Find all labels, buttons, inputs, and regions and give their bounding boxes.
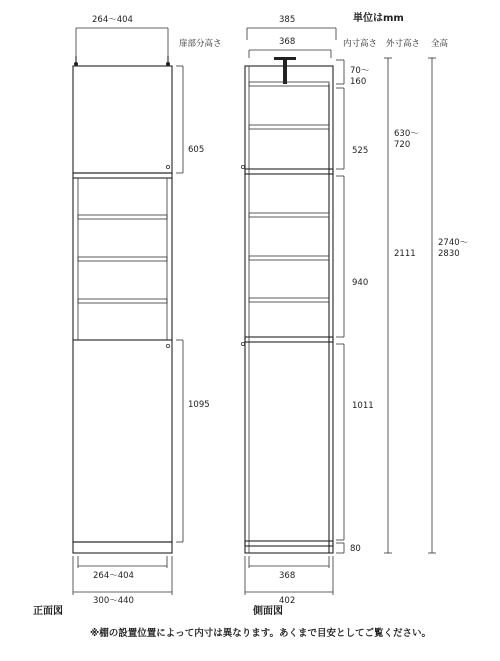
front-lower-door-knob	[166, 344, 169, 347]
side-outer-upper-height: 630〜 720	[394, 129, 419, 150]
front-upper-door-knob	[166, 165, 169, 168]
side-lower-knob	[241, 342, 244, 345]
side-inner-middle-height: 940	[352, 278, 369, 288]
side-inner-top-height: 70〜 160	[350, 66, 370, 87]
front-lower-door-height: 1095	[188, 400, 210, 410]
front-plinth	[73, 542, 172, 553]
side-divider	[245, 337, 333, 342]
total-height-column-header: 全高	[431, 39, 449, 49]
front-door-height-dimensions	[176, 66, 183, 542]
front-upper-door	[73, 66, 172, 173]
side-ceiling-support	[274, 57, 296, 84]
outer-height-column-header: 外寸高さ	[386, 39, 421, 49]
front-lower-door	[73, 340, 172, 542]
door-height-column-header: 扉部分高さ	[179, 39, 222, 49]
side-inner-upper-height: 525	[352, 146, 369, 156]
side-shelf	[249, 125, 329, 129]
side-total-height: 2740〜 2830	[438, 238, 469, 259]
side-bottom-outer-depth: 402	[279, 596, 296, 606]
front-top-pin-right	[166, 56, 170, 66]
side-shelf	[249, 256, 329, 260]
side-inner-height-dimensions	[336, 60, 344, 553]
front-open-shelves	[73, 178, 172, 340]
front-view-title: 正面図	[33, 606, 63, 617]
front-upper-divider	[73, 173, 172, 178]
side-upper-knob	[241, 165, 244, 168]
side-view-title: 側面図	[253, 606, 283, 617]
inner-height-column-header: 内寸高さ	[343, 39, 378, 49]
front-upper-door-height: 605	[188, 145, 205, 155]
side-top-inner-depth: 368	[279, 37, 296, 47]
side-bottom-inner-depth: 368	[279, 571, 296, 581]
unit-label: 単位はmm	[353, 13, 404, 24]
front-bottom-outer-width: 300〜440	[93, 596, 134, 606]
side-outer-lower-height: 2111	[394, 249, 416, 259]
front-view	[33, 15, 210, 617]
front-bottom-inner-width: 264〜404	[93, 571, 134, 581]
footnote: ※棚の設置位置によって内寸は異なります。あくまで目安としてご覧ください。	[90, 628, 431, 639]
side-shelf	[249, 213, 329, 217]
side-shelf	[249, 298, 329, 302]
side-total-height-dimension	[428, 58, 436, 553]
side-cabinet-body	[245, 66, 333, 553]
front-top-width-label: 264〜404	[92, 15, 133, 25]
front-top-pin-left	[74, 56, 78, 66]
side-top-outer-depth: 385	[279, 15, 296, 25]
side-inner-base-height: 80	[350, 544, 361, 554]
side-base-board	[245, 541, 333, 546]
side-inner-lower-height: 1011	[352, 401, 374, 411]
side-divider	[245, 169, 333, 174]
side-view	[241, 15, 470, 617]
side-outer-height-dimensions	[384, 58, 392, 553]
